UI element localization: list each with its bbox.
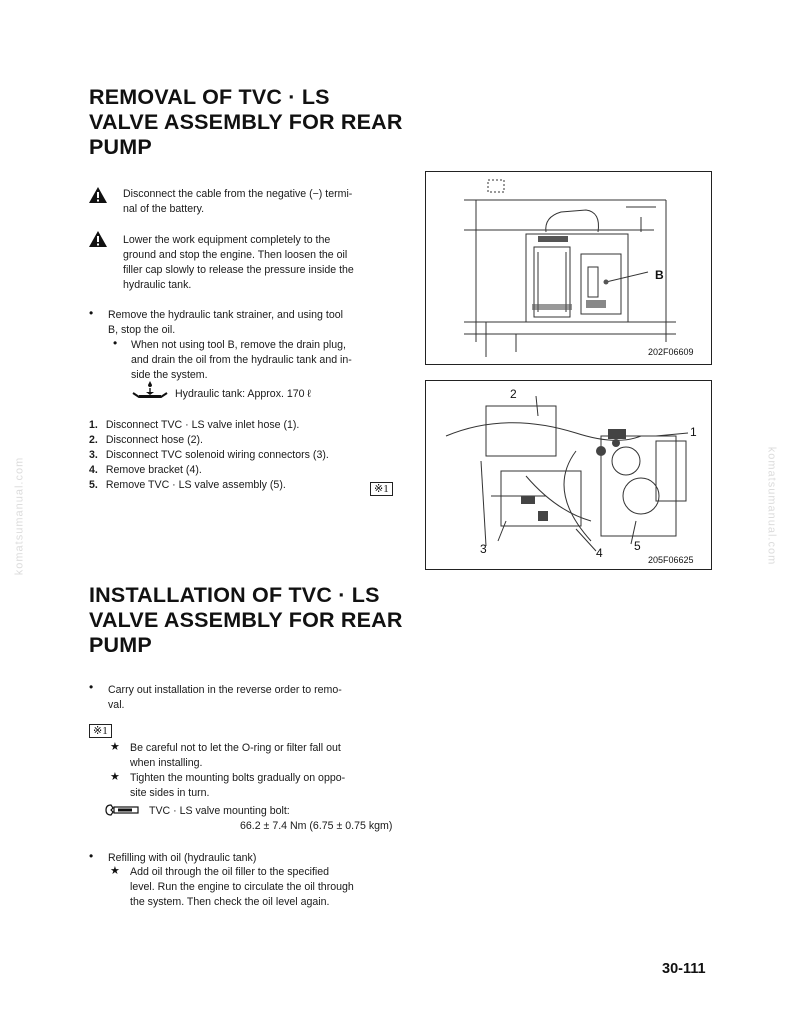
step-text: Disconnect hose (2). bbox=[105, 434, 203, 446]
torque-value: 66.2 ± 7.4 Nm (6.75 ± 0.75 kgm) bbox=[240, 820, 393, 832]
installation-line: Carry out installation in the reverse order to remo- bbox=[108, 684, 342, 696]
warning-1-line: Disconnect the cable from the negative (−) termi- bbox=[123, 188, 353, 200]
step-item bbox=[89, 478, 389, 493]
figure-tvc-valve bbox=[425, 380, 712, 570]
warning-1-line: nal of the battery. bbox=[123, 203, 205, 215]
step-text: Remove bracket (4). bbox=[105, 464, 202, 476]
tvc-valve-illustration bbox=[426, 381, 711, 569]
step-item bbox=[89, 418, 389, 433]
figure-label-3: 3 bbox=[480, 542, 487, 556]
sub-bullet-dot: • bbox=[113, 336, 118, 350]
star-icon: ★ bbox=[110, 771, 120, 783]
step-text: Disconnect TVC solenoid wiring connectors (3). bbox=[105, 449, 329, 461]
drain-line: When not using tool B, remove the drain plug, bbox=[131, 339, 346, 351]
warning-2-line: ground and stop the engine. Then loosen the oil bbox=[123, 249, 348, 261]
warning-icon bbox=[88, 186, 108, 209]
step-text: Remove TVC · LS valve assembly (5). bbox=[105, 479, 286, 491]
strainer-line: Remove the hydraulic tank strainer, and using tool bbox=[108, 309, 343, 321]
step-number: 1. bbox=[89, 419, 98, 431]
watermark-right: komatsumanual.com bbox=[765, 446, 778, 566]
removal-steps bbox=[89, 418, 389, 493]
refill-line: the system. Then check the oil level again. bbox=[130, 896, 330, 908]
installation-line: val. bbox=[108, 699, 125, 711]
hydraulic-tank-illustration bbox=[426, 172, 711, 364]
reference-mark: ※1 bbox=[89, 724, 112, 738]
figure-hydraulic-tank bbox=[425, 171, 712, 365]
torque-label: TVC · LS valve mounting bolt: bbox=[149, 805, 290, 817]
drain-line: side the system. bbox=[131, 369, 208, 381]
figure-label-4: 4 bbox=[596, 546, 603, 560]
step-item bbox=[89, 433, 389, 448]
refill-line: level. Run the engine to circulate the oil through bbox=[130, 881, 354, 893]
star-note-line: site sides in turn. bbox=[130, 787, 210, 799]
torque-wrench-icon bbox=[104, 803, 140, 822]
star-icon: ★ bbox=[110, 865, 120, 877]
bullet-dot: • bbox=[89, 849, 94, 863]
warning-2-line: hydraulic tank. bbox=[123, 279, 192, 291]
star-note-1 bbox=[130, 741, 402, 771]
drain-line: and drain the oil from the hydraulic tank and in- bbox=[131, 354, 352, 366]
bullet-dot: • bbox=[89, 306, 94, 320]
warning-2-line: filler cap slowly to release the pressure inside the bbox=[123, 264, 354, 276]
reference-mark: ※1 bbox=[370, 482, 393, 496]
star-note-line: Tighten the mounting bolts gradually on oppo- bbox=[130, 772, 346, 784]
figure-label-2: 2 bbox=[510, 387, 517, 401]
oil-tank-icon bbox=[131, 380, 169, 405]
refill-line: Add oil through the oil filler to the specified bbox=[130, 866, 330, 878]
figure-code: 205F06625 bbox=[648, 555, 694, 565]
step-number: 5. bbox=[89, 479, 98, 491]
refill-title: Refilling with oil (hydraulic tank) bbox=[108, 852, 257, 864]
warning-1-text bbox=[123, 187, 402, 217]
star-icon: ★ bbox=[110, 741, 120, 753]
refill-note bbox=[130, 865, 402, 910]
removal-title: REMOVAL OF TVC · LS VALVE ASSEMBLY FOR REAR PUMP bbox=[89, 85, 403, 159]
figure-label-5: 5 bbox=[634, 539, 641, 553]
figure-label-b: B bbox=[655, 268, 664, 282]
warning-icon bbox=[88, 230, 108, 253]
drain-instruction bbox=[131, 338, 402, 383]
strainer-instruction bbox=[108, 308, 402, 338]
strainer-line: B, stop the oil. bbox=[108, 324, 176, 336]
step-number: 2. bbox=[89, 434, 98, 446]
figure-label-1: 1 bbox=[690, 425, 697, 439]
star-note-line: Be careful not to let the O-ring or filter fall out bbox=[130, 742, 341, 754]
step-number: 4. bbox=[89, 464, 98, 476]
installation-title: INSTALLATION OF TVC · LS VALVE ASSEMBLY FOR REAR PUMP bbox=[89, 583, 403, 657]
installation-instruction bbox=[108, 683, 402, 713]
bullet-dot: • bbox=[89, 680, 94, 694]
star-note-2 bbox=[130, 771, 402, 801]
figure-code: 202F06609 bbox=[648, 347, 694, 357]
warning-2-text bbox=[123, 233, 402, 293]
step-item bbox=[89, 448, 389, 463]
step-item bbox=[89, 463, 389, 478]
hydraulic-tank-capacity: Hydraulic tank: Approx. 170 ℓ bbox=[175, 388, 311, 400]
step-text: Disconnect TVC · LS valve inlet hose (1). bbox=[105, 419, 300, 431]
watermark-left: komatsumanual.com bbox=[13, 456, 26, 576]
step-number: 3. bbox=[89, 449, 98, 461]
star-note-line: when installing. bbox=[130, 757, 203, 769]
warning-2-line: Lower the work equipment completely to the bbox=[123, 234, 331, 246]
page-number: 30-111 bbox=[662, 961, 706, 977]
